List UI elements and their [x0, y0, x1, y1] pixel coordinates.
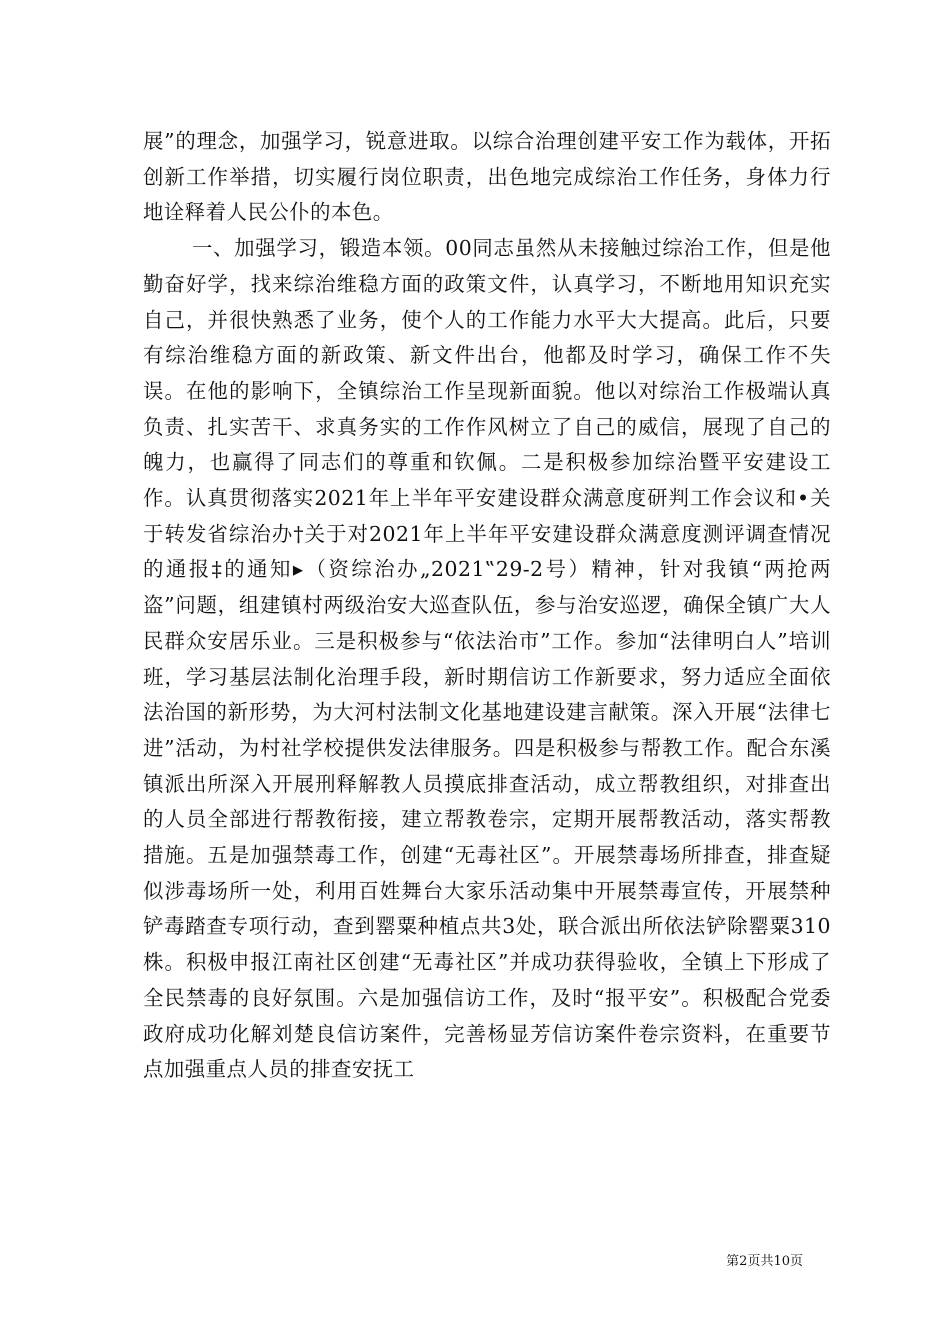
- paragraph-intro-continuation: 展”的理念，加强学习，锐意进取。以综合治理创建平安工作为载体，开拓创新工作举措，切实履行岗位职责，出色地完成综治工作任务，身体力行地诠释着人民公仆的本色。: [143, 129, 831, 225]
- page-number-footer: 第2页共10页: [726, 1254, 803, 1269]
- body-text: [143, 124, 831, 1088]
- paragraph-section-one: 一、加强学习，锻造本领。00同志虽然从未接触过综治工作，但是他勤奋好学，找来综治维稳方面的政策文件，认真学习，不断地用知识充实自己，并很快熟悉了业务，使个人的工作能力水平大大提高。此后，只要有综治维稳方面的新政策、新文件出台，他都及时学习，确保工作不失误。在他的影响下，全镇综治工作呈现新面貌。他以对综治工作极端认真负责、扎实苦干、求真务实的工作作风树立了自己的威信，展现了自己的魄力，也赢得了同志们的尊重和钦佩。二是积极参加综治暨平安建设工作。认真贯彻落实2021年上半年平安建设群众满意度研判工作会议和•关于转发省综治办†关于对2021年上半年平安建设群众满意度测评调查情况的通报‡的通知▸（资综治办„2021‟29-2号）精神，针对我镇“两抢两盗”问题，组建镇村两级治安大巡查队伍，参与治安巡逻，确保全镇广大人民群众安居乐业。三是积极参与“依法治市”工作。参加“法律明白人”培训班，学习基层法制化治理手段，新时期信访工作新要求，努力适应全面依法治国的新形势，为大河村法制文化基地建设建言献策。深入开展“法律七进”活动，为村社学校提供发法律服务。四是积极参与帮教工作。配合东溪镇派出所深入开展刑释解教人员摸底排查活动，成立帮教组织，对排查出的人员全部进行帮教衔接，建立帮教卷宗，定期开展帮教活动，落实帮教措施。五是加强禁毒工作，创建“无毒社区”。开展禁毒场所排查，排查疑似涉毒场所一处，利用百姓舞台大家乐活动集中开展禁毒宣传，开展禁种铲毒踏查专项行动，查到罂粟种植点共3处，联合派出所依法铲除罂粟310株。积极申报江南社区创建“无毒社区”并成功获得验收，全镇上下形成了全民禁毒的良好氛围。六是加强信访工作，及时“报平安”。积极配合党委政府成功化解刘楚良信访案件，完善杨显芳信访案件卷宗资料，在重要节点加强重点人员的排查安抚工: [143, 236, 831, 1082]
